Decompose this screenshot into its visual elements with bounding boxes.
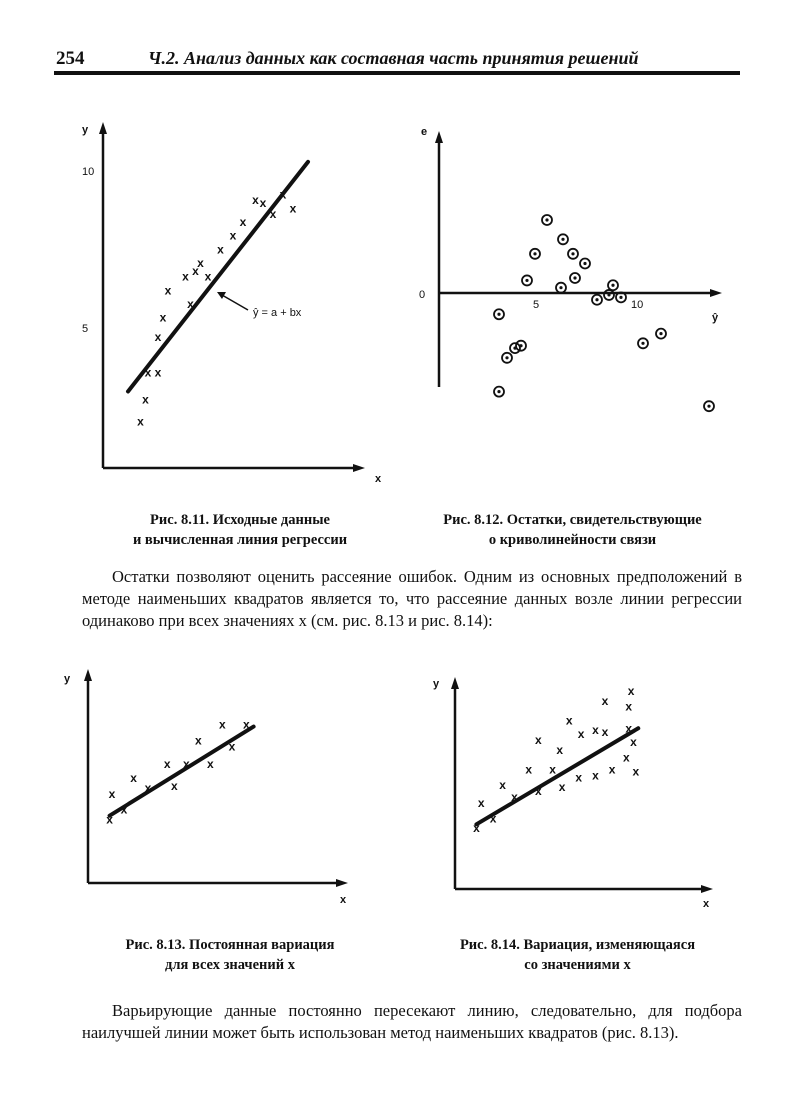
figure-8-12-marks <box>494 215 714 411</box>
data-point: x <box>192 264 199 279</box>
data-point: x <box>477 795 485 810</box>
data-point: x <box>171 778 178 793</box>
data-point: x <box>625 721 633 736</box>
residual-point <box>604 290 614 300</box>
figure-8-12-caption <box>400 510 745 550</box>
data-point: x <box>511 789 518 804</box>
data-point: x <box>289 201 297 216</box>
residual-point <box>592 295 602 305</box>
data-point: x <box>229 228 237 243</box>
data-point: x <box>565 713 573 728</box>
figure-8-13-caption <box>80 935 380 975</box>
x-axis-label: x <box>340 894 347 906</box>
figure-8-14-chart <box>425 665 735 915</box>
x-axis-arrow <box>353 464 365 472</box>
x-axis-label: x <box>375 473 382 485</box>
data-point: x <box>154 365 162 380</box>
x-axis-label: ŷ <box>712 312 719 324</box>
y-axis-arrow <box>84 669 92 681</box>
data-point: x <box>197 256 204 270</box>
data-point: x <box>558 780 566 795</box>
data-point: x <box>137 414 144 429</box>
data-point: x <box>159 310 167 325</box>
figure-8-13-chart <box>60 655 370 915</box>
annotation-arrowhead <box>217 292 226 299</box>
residual-point <box>502 353 512 363</box>
data-point: x <box>625 699 633 714</box>
figure-8-12-chart <box>415 115 735 395</box>
page-number: 254 <box>56 48 85 69</box>
y-axis-label: y <box>64 673 71 685</box>
data-point: x <box>144 780 152 795</box>
caption-line: Рис. 8.11. Исходные данные <box>150 512 330 528</box>
x-axis-arrow <box>710 289 722 297</box>
data-point: x <box>269 206 277 221</box>
figure-8-13-marks <box>106 718 253 827</box>
data-point: x <box>204 269 212 284</box>
paragraph-1-text: Остатки позволяют оценить рассеяние ошибок. Одним из основных предположений в методе наименьших квадратов является то, что рассеяние данных возле линии регрессии одинаково при всех значениях x (см. рис. 8.13 и рис. 8.14): <box>82 567 742 630</box>
residual-point <box>608 280 618 290</box>
residual-point <box>542 215 552 225</box>
running-title: Ч.2. Анализ данных как составная часть принятия решений <box>148 48 639 68</box>
data-point: x <box>142 392 149 407</box>
caption-line: со значениями x <box>524 957 631 973</box>
data-point: x <box>130 771 137 786</box>
residual-point <box>638 338 648 348</box>
data-point: x <box>556 742 564 757</box>
data-point: x <box>217 242 224 257</box>
data-point: x <box>592 768 599 783</box>
data-point: x <box>219 717 226 732</box>
caption-line: Рис. 8.12. Остатки, свидетельствующие <box>443 512 702 528</box>
data-point: x <box>577 727 585 742</box>
paragraph-2 <box>82 1000 742 1044</box>
paragraph-2-text: Варьирующие данные постоянно пересекают линию, следовательно, для подбора наилучшей линии может быть использован метод наименьших квадратов (рис. 8.13). <box>82 1001 742 1042</box>
data-point: x <box>259 195 267 210</box>
data-point: x <box>489 811 497 826</box>
data-point: x <box>534 733 542 748</box>
caption-line: Рис. 8.14. Вариация, изменяющаяся <box>459 937 696 953</box>
data-point: x <box>164 283 172 298</box>
data-point: x <box>144 365 152 380</box>
y-axis-label: y <box>433 678 440 690</box>
residual-point <box>558 234 568 244</box>
residual-point <box>494 387 504 397</box>
figure-8-11-caption <box>85 510 395 550</box>
y-axis-arrow <box>99 122 107 134</box>
residual-point <box>570 273 580 283</box>
paragraph-1 <box>82 566 742 632</box>
residual-point <box>530 249 540 259</box>
residual-point <box>704 401 714 411</box>
data-point: x <box>525 762 533 777</box>
data-point: x <box>154 329 162 344</box>
data-point: x <box>279 187 287 202</box>
y-axis-arrow <box>451 677 459 689</box>
data-point: x <box>120 802 128 817</box>
residual-point <box>522 275 532 285</box>
data-point: x <box>601 693 609 708</box>
data-point: x <box>623 750 630 765</box>
data-point: x <box>632 764 640 779</box>
figure-8-11-chart <box>70 110 400 500</box>
data-point: x <box>195 733 202 748</box>
x-axis-arrow <box>336 879 348 887</box>
data-point: x <box>252 193 259 208</box>
x-axis-label: x <box>703 898 710 910</box>
data-point: x <box>108 786 116 801</box>
data-point: x <box>601 725 609 740</box>
residual-point <box>494 309 504 319</box>
data-point: x <box>473 821 480 836</box>
caption-line: о криволинейности связи <box>488 532 657 548</box>
data-point: x <box>534 784 542 798</box>
figure-8-14-marks <box>473 684 639 835</box>
data-point: x <box>608 762 616 777</box>
data-point: x <box>630 735 637 749</box>
residual-point <box>510 343 520 353</box>
regression-equation-label: ŷ = a + bx <box>253 307 302 319</box>
caption-line: для всех значений x <box>165 957 295 973</box>
data-point: x <box>163 757 171 772</box>
y-tick-label-0: 0 <box>419 289 426 301</box>
residual-point <box>656 329 666 339</box>
caption-line: и вычисленная линия регрессии <box>132 532 348 548</box>
data-point: x <box>627 684 635 699</box>
x-axis-arrow <box>701 885 713 893</box>
data-point: x <box>182 269 189 284</box>
data-point: x <box>207 757 214 772</box>
data-point: x <box>575 770 583 785</box>
data-point: x <box>239 215 247 229</box>
caption-line: Рис. 8.13. Постоянная вариация <box>125 937 335 953</box>
y-axis-arrow <box>435 131 443 143</box>
x-tick-label-10: 10 <box>631 299 644 311</box>
data-point: x <box>106 812 113 827</box>
y-tick-label-10: 10 <box>82 166 95 178</box>
data-point: x <box>187 297 194 311</box>
y-axis-label: y <box>82 124 89 136</box>
x-tick-label-5: 5 <box>533 299 540 311</box>
figure-8-14-caption <box>410 935 745 975</box>
data-point: x <box>228 739 236 754</box>
residual-point <box>516 341 526 351</box>
y-axis-label: e <box>421 126 428 138</box>
residual-point <box>568 249 578 259</box>
residual-point <box>580 258 590 268</box>
residual-point <box>556 283 566 293</box>
data-point: x <box>243 717 250 732</box>
data-point: x <box>183 757 190 772</box>
figure-8-11-marks <box>128 162 308 429</box>
data-point: x <box>549 762 556 777</box>
data-point: x <box>592 723 599 738</box>
data-point: x <box>499 778 506 793</box>
header-rule <box>54 71 740 75</box>
annotation-arrow <box>222 295 248 310</box>
y-tick-label-5: 5 <box>82 323 89 335</box>
